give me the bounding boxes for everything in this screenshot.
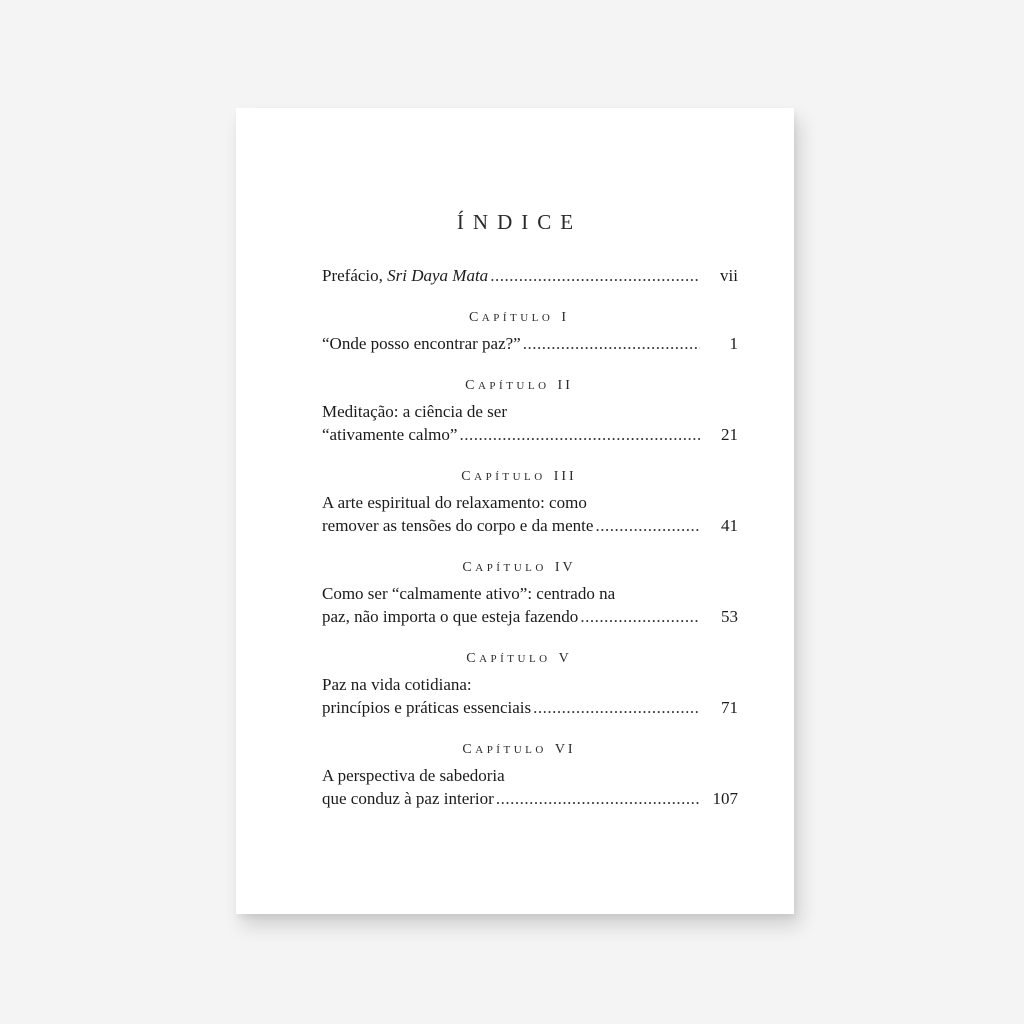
dot-leader <box>459 423 700 446</box>
toc-entry-line[interactable] <box>322 787 738 810</box>
chapter-label-initial: C <box>468 310 482 325</box>
toc-entry-line[interactable] <box>322 605 738 628</box>
page-number: 1 <box>729 334 738 353</box>
chapter-label-rest: APÍTULO <box>474 471 546 483</box>
chapter-title-line: que conduz à paz interior <box>322 789 494 808</box>
chapter-label-initial: C <box>461 469 475 484</box>
dot-leader <box>533 696 700 719</box>
chapter-title-line: paz, não importa o que esteja fazendo <box>322 607 579 626</box>
chapter-title-line: A arte espiritual do relaxamento: como <box>322 493 587 512</box>
chapter-label <box>322 650 716 668</box>
chapter-numeral: III <box>553 469 577 484</box>
dot-leader <box>490 264 700 287</box>
preface-label: Prefácio, <box>322 266 388 285</box>
chapter-title-line: Meditação: a ciência de ser <box>322 402 508 421</box>
chapter-label-rest: APÍTULO <box>475 562 547 574</box>
book-page <box>236 108 794 914</box>
chapter-title-line: remover as tensões do corpo e da mente <box>322 516 594 535</box>
chapter-title-line: A perspectiva de sabedoria <box>322 766 505 785</box>
toc-chapter-5 <box>322 650 738 719</box>
page-title: ÍNDICE <box>456 210 583 234</box>
chapter-numeral: I <box>561 310 570 325</box>
chapter-title-line: “ativamente calmo” <box>322 425 458 444</box>
chapter-list <box>322 309 738 810</box>
toc-chapter-2 <box>322 377 738 446</box>
chapter-label-rest: APÍTULO <box>477 380 550 392</box>
dot-leader <box>595 514 700 537</box>
chapter-label-rest: APÍTULO <box>475 744 547 756</box>
chapter-numeral: VI <box>554 742 576 757</box>
toc-chapter-3 <box>322 468 738 537</box>
chapter-numeral: II <box>557 378 573 393</box>
page-number: 53 <box>721 607 738 626</box>
chapter-title-line: princípios e práticas essenciais <box>322 698 532 717</box>
page-number: 107 <box>712 789 738 808</box>
page-number: 21 <box>721 425 738 444</box>
chapter-numeral: IV <box>554 560 576 575</box>
page-number: vii <box>720 266 738 285</box>
chapter-title-line: “Onde posso encontrar paz?” <box>322 334 521 353</box>
chapter-label <box>322 309 716 327</box>
preface-author: Sri Daya Mata <box>387 266 489 285</box>
toc-chapter-6 <box>322 741 738 810</box>
chapter-label-initial: C <box>465 378 478 393</box>
chapter-label-initial: C <box>462 560 476 575</box>
chapter-numeral: V <box>558 651 572 666</box>
toc-entry-line[interactable] <box>322 696 738 719</box>
chapter-label-initial: C <box>466 651 480 666</box>
chapter-label <box>322 559 716 577</box>
chapter-label <box>322 741 716 759</box>
toc-chapter-4 <box>322 559 738 628</box>
chapter-label <box>322 468 716 486</box>
toc-entry-line[interactable] <box>322 423 738 446</box>
toc-chapter-1 <box>322 309 738 355</box>
chapter-label <box>322 377 716 395</box>
dot-leader <box>523 332 700 355</box>
entry-text <box>322 264 488 287</box>
toc-entry-line[interactable] <box>322 332 738 355</box>
page-number: 71 <box>721 698 738 717</box>
toc-entry-preface[interactable] <box>322 264 738 287</box>
chapter-title-line: Como ser “calmamente ativo”: centrado na <box>322 584 616 603</box>
chapter-title-line: Paz na vida cotidiana: <box>322 675 472 694</box>
table-of-contents <box>322 264 738 810</box>
dot-leader <box>580 605 700 628</box>
dot-leader <box>496 787 700 810</box>
page-number: 41 <box>721 516 738 535</box>
toc-entry-line[interactable] <box>322 514 738 537</box>
chapter-label-rest: APÍTULO <box>481 312 554 324</box>
chapter-label-rest: APÍTULO <box>479 653 551 665</box>
chapter-label-initial: C <box>462 742 476 757</box>
